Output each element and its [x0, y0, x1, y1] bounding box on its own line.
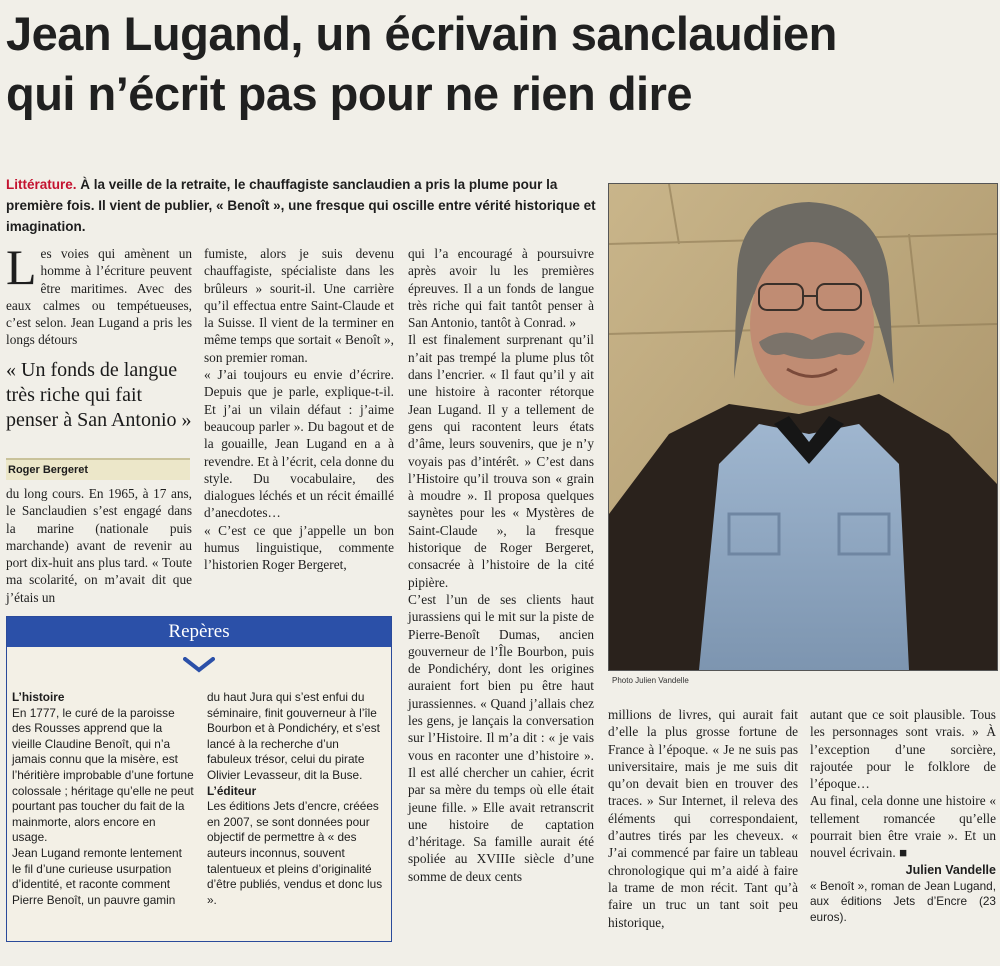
col1-intro: es voies qui amènent un homme à l’écriture peuvent être maritimes. Avec des eaux calmes ou tempétueuses, c’est selon. Jean Lugand a pris les longs détours [6, 246, 192, 348]
col5-paragraph-2: Au final, cela donne une histoire « tellement romancée qu’elle pourrait bien être vraie ». Et un nouvel écrivain. ■ [810, 793, 996, 861]
rubric-label: Littérature. [6, 177, 77, 192]
chevron-down-icon [183, 657, 215, 673]
col3-paragraph-2: Il est finalement surprenant qu’il n’ait pas trempé la plume plus tôt dans l’encrier. « Il faut qu’il y ait une histoire à raconter rétorque Jean Lugand. Il y a tellement de gens qui racontent leurs états d’âme, leurs souvenirs, que je n’y voyais pas d’intérêt. » C’est dans l’Histoire qu’il trouva son « grain à moudre ». Il proposa quelques saynètes pour les « Mystères de Saint-Claude », la fresque historique de Roger Bergeret, consacrée à l’histoire de la cité pipière. [408, 332, 594, 590]
deck-text: À la veille de la retraite, le chauffagiste sanclaudien a pris la plume pour la première fois. Il vient de publier, « Benoît », une fresque qui oscille entre vérité historique et imagination. [6, 177, 596, 234]
col3-paragraph-1: qui l’a encouragé à poursuivre après avoir lu les premières épreuves. Il a un fonds de langue très riche qui fait tantôt penser à San Antonio, tantôt à Conrad. » [408, 246, 594, 331]
column-2 [204, 245, 394, 574]
book-note: « Benoît », roman de Jean Lugand, aux éditions Jets d’Encre (23 euros). [810, 878, 996, 924]
photo-credit: Photo Julien Vandelle [612, 676, 689, 685]
reperes-column-2 [207, 690, 385, 908]
reperes-title: Repères [7, 617, 391, 647]
column-1-continued: du long cours. En 1965, à 17 ans, le Sanclaudien s’est engagé dans la marine (nationale puis marchande) avant de revenir au port dix-huit ans plus tard. « Toute ma scolarité, on m’avait dit que j’étais un [6, 486, 192, 605]
col2-paragraph-1: fumiste, alors je suis devenu chauffagiste, spécialiste dans les brûleurs » sourit-il. Une carrière qu’il effectua entre Saint-Claude et la Suisse. Il vient de la terminer en même temps que sortait « Benoît », son premier roman. [204, 246, 394, 365]
author-photo [608, 183, 998, 671]
column-5 [810, 706, 996, 925]
author-signature: Julien Vandelle [905, 862, 996, 877]
col3-paragraph-3: C’est l’un de ses clients haut jurassiens qui le mit sur la piste de Pierre-Benoît Dumas, ancien gouverneur de l’Île Bourbon, puis de Pondichéry, dont les origines auraient fort bien pu être haut jurassiennes. « Quand j’allais chez les gens, je lançais la conversation sur l’Histoire. Il m’a dit : « je vais vous en raconter une d’histoire ». Il est allé chercher un cahier, écrit par sa mère du temps où elle était jeune fille. » Elle avait retranscrit une histoire de captation d’héritage. Sa famille aurait été spoliée au XVIIIe siècle d’une somme de deux cents [408, 591, 594, 884]
reperes-history [12, 690, 194, 908]
column-1-top [6, 239, 192, 349]
col2-paragraph-2: « J’ai toujours eu envie d’écrire. Depuis que je parle, explique-t-il. Et j’ai un vilain défaut : j’aime beaucoup parler ». Du bagout et de la gouaille, Jean Lugand en a à revendre. Et à l’écrit, cela donne du style. Du vocabulaire, des dialogues léchés et un récit émaillé d’anecdotes… [204, 367, 394, 521]
headline-line-2: qui n’écrit pas pour ne rien dire [6, 67, 693, 120]
pull-quote-attribution: Roger Bergeret [6, 458, 190, 480]
article-deck [6, 174, 596, 237]
reperes-box [6, 616, 392, 942]
pull-quote: « Un fonds de langue très riche qui fait penser à San Antonio » [6, 359, 192, 431]
headline-line-1: Jean Lugand, un écrivain sanclaudien [6, 7, 837, 60]
history-text: En 1777, le curé de la paroisse des Rousses apprend que la vieille Claudine Benoît, qui n’a jamais connu que la misère, est l’héritière improbable d’une fortune colossale ; héritage qu’elle ne peut pourtant pas toucher du fait de la mainmorte, alors encore en usage. [12, 705, 194, 845]
column-3 [408, 245, 594, 885]
history-heading: L’histoire [12, 690, 65, 704]
publisher-heading: L’éditeur [207, 783, 257, 798]
col5-paragraph-1: autant que ce soit plausible. Tous les personnages sont vrais. » À l’exception d’une sorcière, rajoutée pour le folklore de l’époque… [810, 707, 996, 792]
col2-paragraph-3: « C’est ce que j’appelle un bon humus linguistique, commente l’historien Roger Bergeret, [204, 522, 394, 573]
history-continued: du haut Jura qui s’est enfui du séminaire, finit gouverneur à l’île Bourbon et à Pondichéry, et s’est lancé à la recherche d’un fabuleux trésor, celui du pirate Olivier Levasseur, dit la Buse. [207, 690, 380, 782]
history-text-2: Jean Lugand remonte lentement le fil d’une curieuse usurpation d’identité, et raconte comment Pierre Benoît, un pauvre gamin [12, 845, 182, 907]
dropcap: L [6, 239, 37, 295]
headline [6, 4, 996, 124]
column-4: millions de livres, qui aurait fait d’elle la plus grosse fortune de France à l’époque. « Je ne suis pas universitaire, mais je me suis dit qu’on devait bien en trouver des traces. » Sur Internet, il releva des éléments qui correspondaient, d’autres tirés par les cheveux. « J’ai commencé par faire un tableau chronologique qui m’a aidé à faire la trame de mon récit. Tant qu’à faire un truc un tant soit peu historique, [608, 707, 798, 930]
publisher-text: Les éditions Jets d’encre, créées en 2007, se sont données pour objectif de permettre à « des auteurs inconnus, souvent talentueux et pleins d’originalité d’être publiés, vendus et donc lus ». [207, 799, 383, 907]
